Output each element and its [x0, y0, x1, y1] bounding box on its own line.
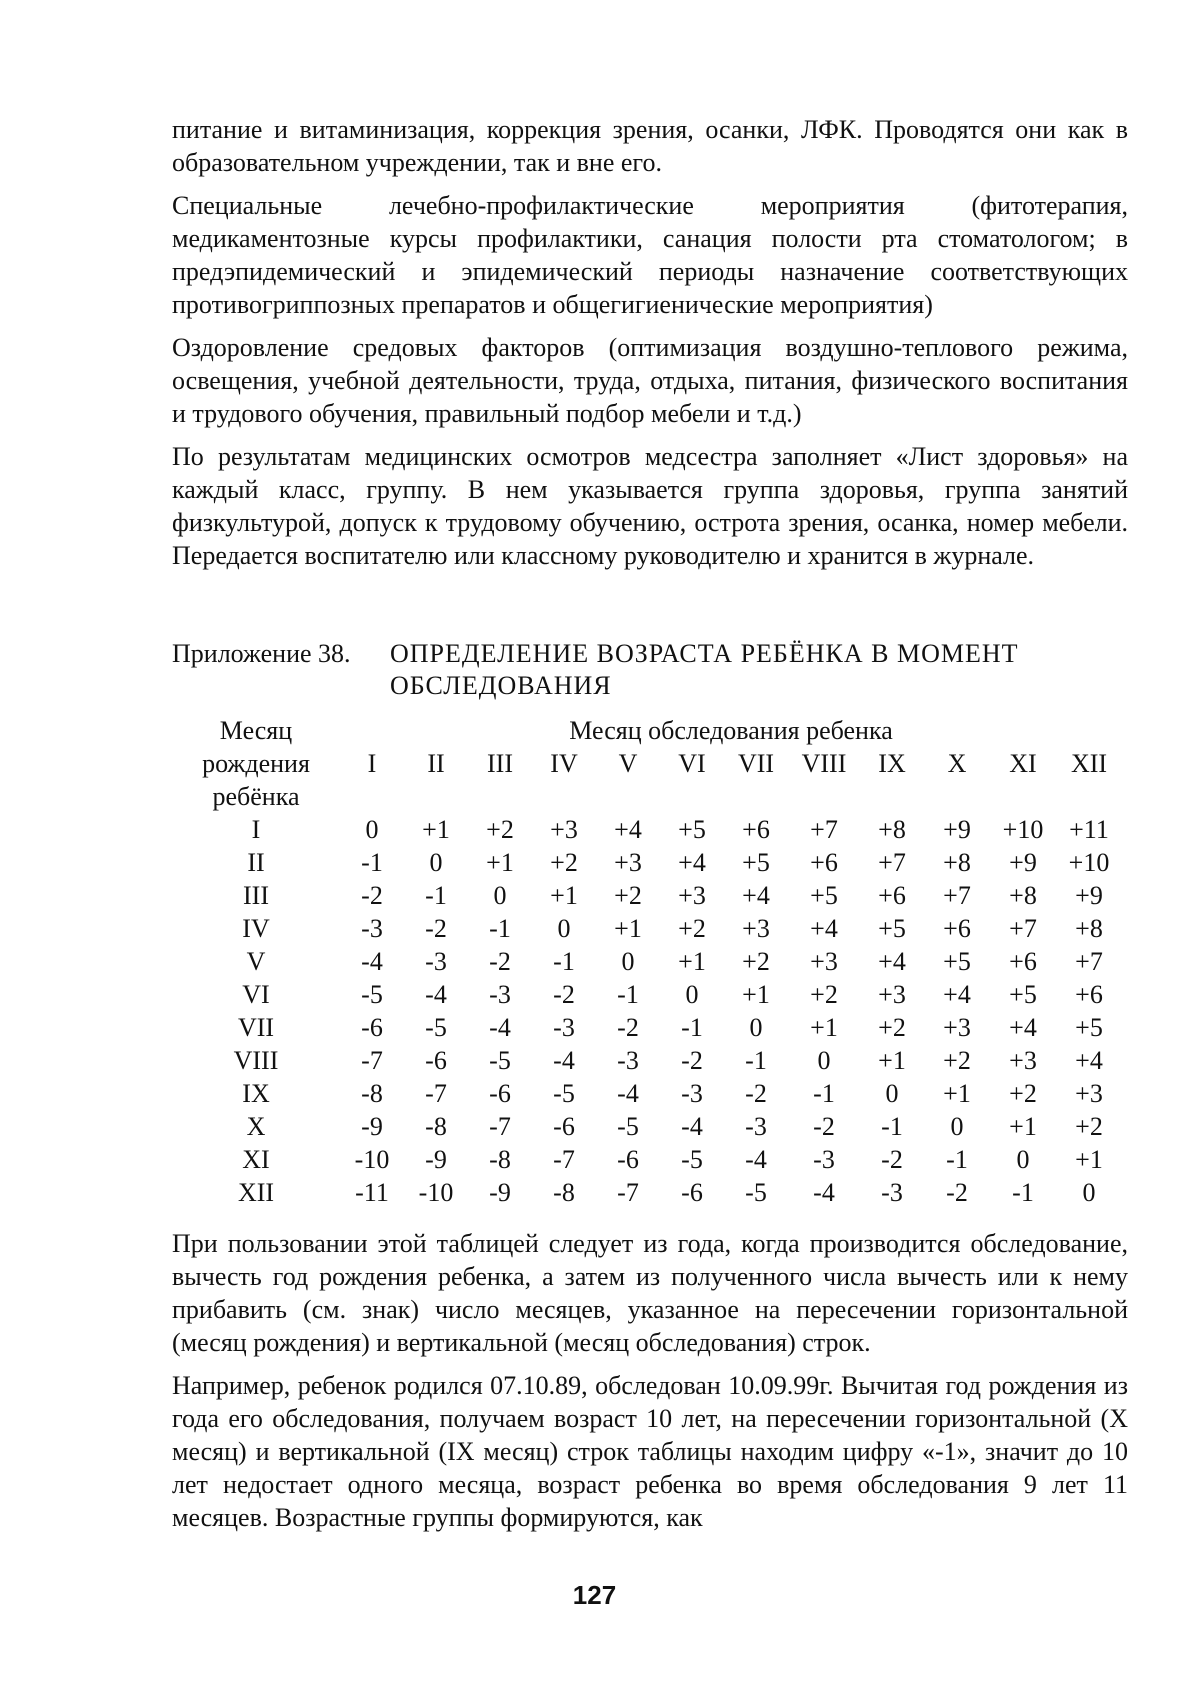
table-cell: +2: [678, 914, 706, 943]
table-row: [172, 813, 1122, 846]
table-cell: 0: [493, 881, 507, 910]
table-cell: -4: [425, 980, 447, 1009]
column-group-header: Месяц обследования ребенка: [569, 716, 893, 745]
table-cell: -6: [361, 1013, 383, 1042]
table-cell: -8: [553, 1178, 575, 1207]
table-cell: +4: [678, 848, 706, 877]
table-cell: +2: [1075, 1112, 1103, 1141]
table-cell: +5: [810, 881, 838, 910]
table-cell: +5: [878, 914, 906, 943]
table-cell: +8: [1009, 881, 1037, 910]
table-cell: -2: [553, 980, 575, 1009]
table-cell: -2: [946, 1178, 968, 1207]
body-text-top: [172, 113, 1128, 582]
table-cell: +3: [810, 947, 838, 976]
row-header-label: ребёнка: [212, 782, 300, 811]
table-cell: +2: [878, 1013, 906, 1042]
table-cell: +6: [810, 848, 838, 877]
table-cell: -4: [745, 1145, 767, 1174]
table-cell: -1: [813, 1079, 835, 1108]
table-cell: -2: [881, 1145, 903, 1174]
table-cell: -9: [361, 1112, 383, 1141]
column-header: IX: [878, 749, 906, 778]
table-cell: +3: [1075, 1079, 1103, 1108]
table-cell: -3: [881, 1178, 903, 1207]
table-cell: -7: [361, 1046, 383, 1075]
row-month-label: VIII: [233, 1046, 279, 1075]
row-header-label: Месяц: [219, 716, 293, 745]
table-cell: +3: [550, 815, 578, 844]
table-cell: +5: [1009, 980, 1037, 1009]
table-cell: +11: [1069, 815, 1109, 844]
table-cell: -3: [617, 1046, 639, 1075]
table-cell: 0: [685, 980, 699, 1009]
table-cell: -6: [553, 1112, 575, 1141]
table-cell: +3: [1009, 1046, 1037, 1075]
table-cell: -2: [681, 1046, 703, 1075]
table-cell: +4: [810, 914, 838, 943]
table-cell: +2: [550, 848, 578, 877]
table-cell: 0: [885, 1079, 899, 1108]
table-cell: -3: [745, 1112, 767, 1141]
table-cell: +1: [878, 1046, 906, 1075]
table-cell: -3: [425, 947, 447, 976]
table-row: [172, 945, 1122, 978]
table-row: [172, 879, 1122, 912]
table-cell: +6: [878, 881, 906, 910]
table-cell: -2: [361, 881, 383, 910]
table-cell: -5: [617, 1112, 639, 1141]
table-cell: +1: [550, 881, 578, 910]
table-cell: +9: [1009, 848, 1037, 877]
table-cell: +9: [1075, 881, 1103, 910]
table-cell: -5: [745, 1178, 767, 1207]
table-cell: +1: [678, 947, 706, 976]
table-cell: +4: [1075, 1046, 1103, 1075]
table-cell: +1: [742, 980, 770, 1009]
table-cell: +2: [1009, 1079, 1037, 1108]
table-cell: +1: [1009, 1112, 1037, 1141]
body-text-bottom: [172, 1227, 1128, 1544]
table-row: [172, 1110, 1122, 1143]
table-row: [172, 1077, 1122, 1110]
table-row: [172, 912, 1122, 945]
table-cell: -7: [553, 1145, 575, 1174]
table-cell: +2: [742, 947, 770, 976]
table-cell: 0: [621, 947, 635, 976]
table-cell: -4: [489, 1013, 511, 1042]
table-cell: -4: [681, 1112, 703, 1141]
row-month-label: I: [251, 815, 261, 844]
table-header-row: [172, 714, 1122, 747]
table-cell: -7: [617, 1178, 639, 1207]
table-cell: -3: [681, 1079, 703, 1108]
appendix-title: ОПРЕДЕЛЕНИЕ ВОЗРАСТА РЕБЁНКА В МОМЕНТ ОБСЛЕДОВАНИЯ: [390, 639, 1019, 700]
table-cell: -8: [489, 1145, 511, 1174]
table-cell: -10: [418, 1178, 454, 1207]
table-cell: -4: [617, 1079, 639, 1108]
table-cell: +7: [810, 815, 838, 844]
table-cell: -1: [1012, 1178, 1034, 1207]
table-row: [172, 1143, 1122, 1176]
table-cell: -2: [617, 1013, 639, 1042]
column-header: VII: [737, 749, 775, 778]
table-cell: -5: [681, 1145, 703, 1174]
table-cell: 0: [1016, 1145, 1030, 1174]
column-header: II: [427, 749, 445, 778]
table-cell: +1: [614, 914, 642, 943]
table-row: [172, 1011, 1122, 1044]
table-cell: +3: [678, 881, 706, 910]
table-cell: +10: [1002, 815, 1044, 844]
table-cell: 0: [817, 1046, 831, 1075]
table-cell: +3: [878, 980, 906, 1009]
table-cell: -7: [425, 1079, 447, 1108]
paragraph: По результатам медицинских осмотров медсестра заполняет «Лист здоровья» на каждый класс, группу. В нем указывается группа здоровья, группа занятий физкультурой, допуск к трудовому обучению, острота зрения, осанка, номер мебели. Передается воспитателю или классному руководителю и хранится в журнале.: [172, 442, 1128, 570]
table-cell: -9: [425, 1145, 447, 1174]
row-month-label: V: [246, 947, 266, 976]
table-cell: -1: [745, 1046, 767, 1075]
table-cell: -9: [489, 1178, 511, 1207]
table-cell: -1: [946, 1145, 968, 1174]
row-month-label: XI: [242, 1145, 270, 1174]
table-cell: 0: [1082, 1178, 1096, 1207]
table-cell: +8: [878, 815, 906, 844]
column-header: XII: [1070, 749, 1108, 778]
table-cell: +4: [614, 815, 642, 844]
table-cell: +5: [742, 848, 770, 877]
table-cell: +7: [1075, 947, 1103, 976]
paragraph: При пользовании этой таблицей следует из года, когда производится обследование, вычесть год рождения ребенка, а затем из полученного числа вычесть или к нему прибавить (см. знак) число месяцев, указанное на пересечении горизонтальной (месяц рождения) и вертикальной (месяц обследования) строк.: [172, 1229, 1128, 1357]
table-cell: +6: [1009, 947, 1037, 976]
column-header: I: [367, 749, 377, 778]
table-cell: +6: [943, 914, 971, 943]
table-cell: -2: [425, 914, 447, 943]
table-cell: -5: [489, 1046, 511, 1075]
table-cell: +7: [1009, 914, 1037, 943]
table-cell: +10: [1068, 848, 1110, 877]
table-cell: +4: [742, 881, 770, 910]
table-cell: 0: [365, 815, 379, 844]
table-cell: -6: [681, 1178, 703, 1207]
column-header: III: [487, 749, 513, 778]
table-cell: -6: [489, 1079, 511, 1108]
table-cell: +1: [1075, 1145, 1103, 1174]
table-cell: -1: [553, 947, 575, 976]
table-header-row: [172, 747, 1122, 780]
age-determination-table: [172, 714, 1122, 1209]
paragraph: питание и витаминизация, коррекция зрения, осанки, ЛФК. Проводятся они как в образовательном учреждении, так и вне его.: [172, 115, 1128, 177]
row-month-label: VII: [237, 1013, 275, 1042]
table-cell: 0: [749, 1013, 763, 1042]
table-cell: -3: [553, 1013, 575, 1042]
appendix-label: Приложение 38.: [172, 639, 351, 668]
table-cell: -2: [489, 947, 511, 976]
table-cell: -8: [425, 1112, 447, 1141]
table-cell: +5: [1075, 1013, 1103, 1042]
table-cell: -1: [425, 881, 447, 910]
column-header: VI: [678, 749, 706, 778]
table-cell: -11: [355, 1178, 389, 1207]
paragraph: Например, ребенок родился 07.10.89, обследован 10.09.99г. Вычитая год рождения из года его обследования, получаем возраст 10 лет, на пересечении горизонтальной (X месяц) и вертикальной (IX месяц) строк таблицы находим цифру «-1», значит до 10 лет недостает одного месяца, возраст ребенка во время обследования 9 лет 11 месяцев. Возрастные группы формируются, как: [172, 1371, 1128, 1532]
row-month-label: IV: [242, 914, 270, 943]
table-cell: +6: [1075, 980, 1103, 1009]
table-cell: -4: [361, 947, 383, 976]
row-header-label: рождения: [202, 749, 310, 778]
column-header: VIII: [801, 749, 847, 778]
table-cell: +6: [742, 815, 770, 844]
table-cell: -4: [813, 1178, 835, 1207]
table-cell: +4: [943, 980, 971, 1009]
table-cell: -3: [813, 1145, 835, 1174]
table-cell: -10: [354, 1145, 390, 1174]
table-row: [172, 978, 1122, 1011]
table-cell: +1: [422, 815, 450, 844]
table-cell: -1: [617, 980, 639, 1009]
table-cell: +8: [943, 848, 971, 877]
table-cell: -5: [553, 1079, 575, 1108]
table-cell: -1: [881, 1112, 903, 1141]
table-cell: -2: [745, 1079, 767, 1108]
column-header: XI: [1009, 749, 1037, 778]
table-cell: +3: [742, 914, 770, 943]
table-cell: -4: [553, 1046, 575, 1075]
table-row: [172, 1176, 1122, 1209]
table-cell: +5: [678, 815, 706, 844]
column-header: X: [947, 749, 967, 778]
table-cell: 0: [950, 1112, 964, 1141]
table-cell: +8: [1075, 914, 1103, 943]
table-header-row: [172, 780, 1122, 813]
table-cell: +2: [486, 815, 514, 844]
table-row: [172, 1044, 1122, 1077]
table-cell: -5: [361, 980, 383, 1009]
table-cell: -1: [361, 848, 383, 877]
table-cell: +9: [943, 815, 971, 844]
paragraph: Оздоровление средовых факторов (оптимизация воздушно-теплового режима, освещения, учебной деятельности, труда, отдыха, питания, физического воспитания и трудового обучения, правильный подбор мебели и т.д.): [172, 333, 1128, 428]
page-number: 127: [572, 1580, 617, 1610]
table-row: [172, 846, 1122, 879]
table-cell: +4: [878, 947, 906, 976]
table-cell: +1: [943, 1079, 971, 1108]
table-cell: -1: [681, 1013, 703, 1042]
table-cell: -2: [813, 1112, 835, 1141]
table-cell: -3: [361, 914, 383, 943]
table-cell: +7: [943, 881, 971, 910]
row-month-label: X: [246, 1112, 266, 1141]
table-cell: 0: [557, 914, 571, 943]
table-cell: +4: [1009, 1013, 1037, 1042]
table-cell: +3: [943, 1013, 971, 1042]
table-cell: -7: [489, 1112, 511, 1141]
table-cell: +2: [614, 881, 642, 910]
column-header: V: [618, 749, 638, 778]
table-cell: +1: [486, 848, 514, 877]
table-cell: 0: [429, 848, 443, 877]
table-cell: +7: [878, 848, 906, 877]
table-cell: +3: [614, 848, 642, 877]
table-cell: +2: [810, 980, 838, 1009]
table-cell: -5: [425, 1013, 447, 1042]
row-month-label: III: [243, 881, 269, 910]
table-cell: -1: [489, 914, 511, 943]
table-cell: -6: [425, 1046, 447, 1075]
row-month-label: VI: [242, 980, 270, 1009]
column-header: IV: [550, 749, 578, 778]
table-cell: -8: [361, 1079, 383, 1108]
table-cell: -6: [617, 1145, 639, 1174]
row-month-label: II: [247, 848, 265, 877]
table-cell: -3: [489, 980, 511, 1009]
row-month-label: IX: [242, 1079, 270, 1108]
row-month-label: XII: [237, 1178, 275, 1207]
paragraph: Специальные лечебно-профилактические мероприятия (фитотерапия, медикаментозные курсы профилактики, санация полости рта стоматологом; в предэпидемический и эпидемический периоды назначение соответствующих противогриппозных препаратов и общегигиенические мероприятия): [172, 191, 1128, 319]
table-cell: +2: [943, 1046, 971, 1075]
table-cell: +5: [943, 947, 971, 976]
table-cell: +1: [810, 1013, 838, 1042]
